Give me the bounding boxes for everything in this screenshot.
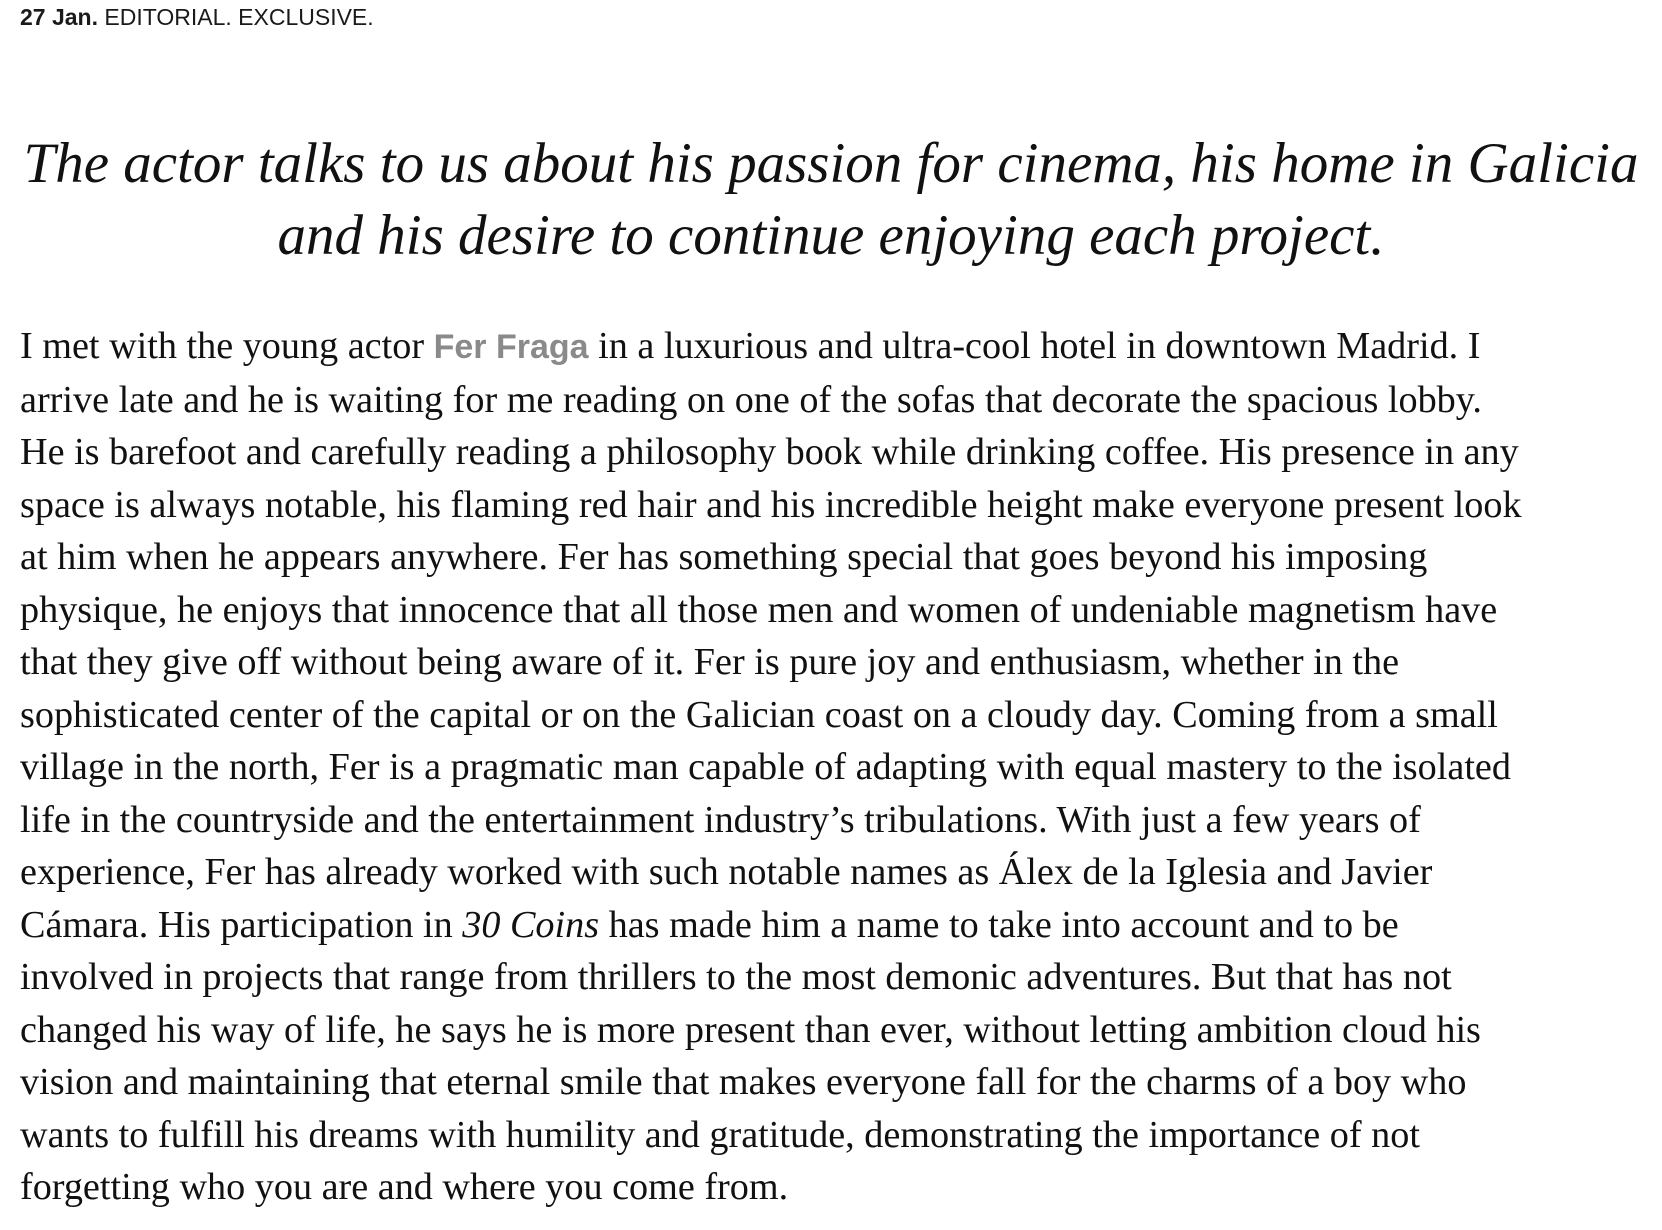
body-line: village in the north, Fer is a pragmatic man capable of adapting with equal mastery to the isolated (20, 746, 1511, 788)
article-meta (20, 2, 374, 32)
article-tags: EDITORIAL. EXCLUSIVE. (98, 4, 374, 30)
lede-line: The actor talks to us about his passion for cinema, his home in Galicia (23, 132, 1639, 195)
body-line: that they give off without being aware of it. Fer is pure joy and enthusiasm, whether in the (20, 641, 1400, 683)
actor-name-link[interactable]: Fer Fraga (433, 328, 589, 366)
body-line: experience, Fer has already worked with such notable names as Álex de la Iglesia and Javier (20, 851, 1433, 893)
article-date: 27 Jan. (20, 4, 98, 30)
body-line: sophisticated center of the capital or on the Galician coast on a cloudy day. Coming from a small (20, 693, 1498, 736)
body-line (20, 899, 1660, 952)
body-text-fragment: in a luxurious and ultra-cool hotel in downtown Madrid. I (588, 325, 1481, 367)
body-line: He is barefoot and carefully reading a philosophy book while drinking coffee. His presence in any (20, 431, 1519, 473)
body-line: forgetting who you are and where you come from. (20, 1166, 789, 1208)
body-text-fragment: I met with the young actor (20, 325, 434, 367)
body-line: vision and maintaining that eternal smile that makes everyone fall for the charms of a boy who (20, 1061, 1467, 1103)
body-line: at him when he appears anywhere. Fer has something special that goes beyond his imposing (20, 536, 1428, 578)
film-title: 30 Coins (462, 903, 600, 946)
article-body (20, 320, 1660, 1214)
body-line: space is always notable, his flaming red hair and his incredible height make everyone present look (20, 483, 1522, 526)
body-line: changed his way of life, he says he is more present than ever, without letting ambition cloud his (20, 1008, 1481, 1051)
body-text-fragment: Cámara. His participation in (20, 903, 463, 946)
body-line: life in the countryside and the entertainment industry’s tribulations. With just a few years of (20, 798, 1421, 841)
body-text-fragment: has made him a name to take into account and to be (599, 903, 1399, 946)
body-line: physique, he enjoys that innocence that all those men and women of undeniable magnetism have (20, 588, 1498, 631)
body-line: arrive late and he is waiting for me reading on one of the sofas that decorate the spacious lobby. (20, 378, 1482, 421)
lede-line: and his desire to continue enjoying each project. (277, 204, 1385, 267)
body-line (20, 320, 1660, 374)
body-line: wants to fulfill his dreams with humility and gratitude, demonstrating the importance of not (20, 1113, 1420, 1156)
article-lede (10, 128, 1652, 272)
body-line: involved in projects that range from thrillers to the most demonic adventures. But that has not (20, 956, 1452, 998)
